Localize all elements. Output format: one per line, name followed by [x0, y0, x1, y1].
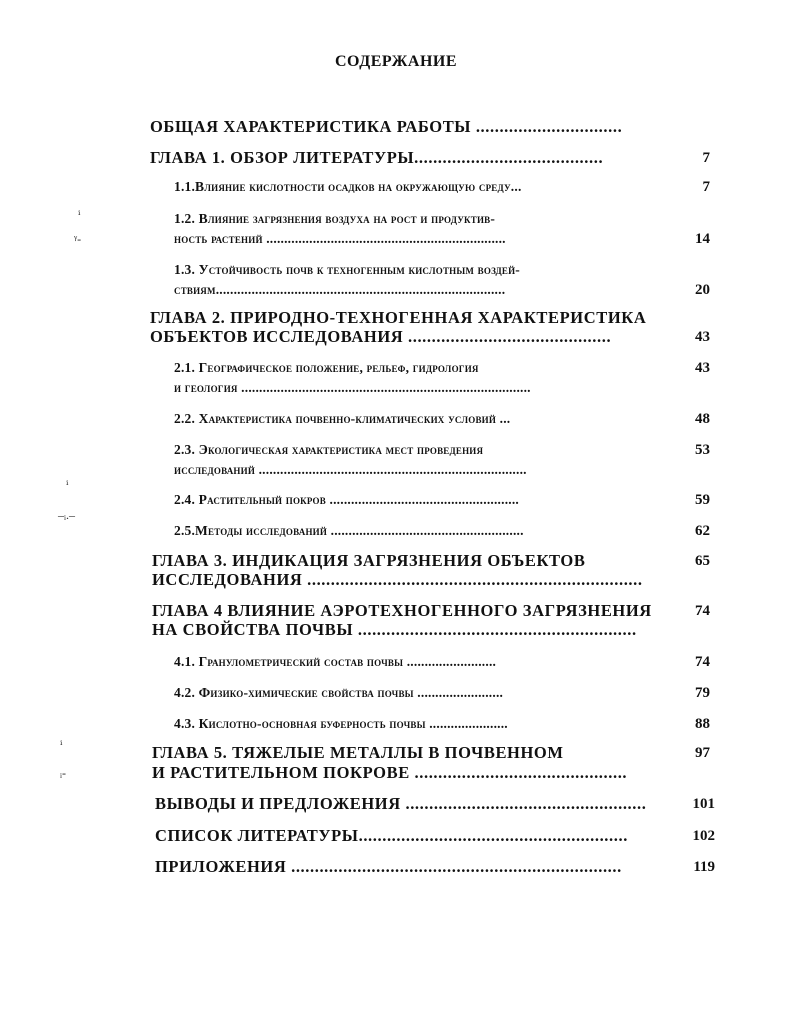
toc-entry-line: ГЛАВА 1. ОБЗОР ЛИТЕРАТУРЫ........................................ [150, 148, 604, 167]
toc-page-number: 65 [695, 553, 710, 569]
toc-page-number: 102 [692, 828, 715, 844]
toc-page-number: 48 [695, 411, 710, 427]
scan-mark: ⁱ [66, 478, 69, 492]
toc-entry-line: 1.3. Устойчивость почв к техногенным кислотным воздей- [174, 262, 520, 277]
toc-page-number: 97 [695, 745, 710, 761]
toc-entry-line: и геология ................................................................................. [174, 380, 531, 395]
scan-mark: ⁱ [78, 208, 81, 222]
toc-entry-line: ГЛАВА 5. ТЯЖЕЛЫЕ МЕТАЛЛЫ В ПОЧВЕННОМ [152, 743, 564, 762]
scan-mark: ⁱ [60, 738, 63, 752]
toc-entry-line: исследований ........................................................................... [174, 462, 527, 477]
toc-page-number: 74 [695, 603, 710, 619]
toc-page-number: 14 [695, 231, 710, 247]
toc-entry-line: 4.1. Гранулометрический состав почвы ......................... [174, 654, 497, 669]
toc-entry-line: 1.2. Влияние загрязнения воздуха на рост и продуктив- [174, 211, 496, 226]
toc-page-number: 74 [695, 654, 710, 670]
toc-entry-line: 2.3. Экологическая характеристика мест проведения [174, 442, 484, 457]
toc-entry-line: ГЛАВА 4 ВЛИЯНИЕ АЭРОТЕХНОГЕННОГО ЗАГРЯЗНЕНИЯ [152, 601, 652, 620]
toc-entry-line: 2.5.Методы исследований ...................................................... [174, 523, 524, 538]
toc-entry-line: ВЫВОДЫ И ПРЕДЛОЖЕНИЯ ................................................... [155, 794, 647, 813]
toc-entry-line: 4.2. Физико-химические свойства почвы ........................ [174, 685, 504, 700]
toc-entry-line: 1.1.Влияние кислотности осадков на окружающую среду... [174, 179, 522, 194]
toc-page-number: 101 [692, 796, 715, 812]
toc-page-number: 62 [695, 523, 710, 539]
toc-entry-line: 2.1. Географическое положение, рельеф, гидрология [174, 360, 479, 375]
toc-entry-line: ГЛАВА 3. ИНДИКАЦИЯ ЗАГРЯЗНЕНИЯ ОБЪЕКТОВ [152, 551, 586, 570]
toc-entry-line: ОБЪЕКТОВ ИССЛЕДОВАНИЯ ........................................... [150, 327, 612, 346]
toc-entry-line: ИССЛЕДОВАНИЯ ....................................................................... [152, 570, 643, 589]
scan-mark: ᵞ- [74, 232, 82, 246]
toc-page-number: 7 [702, 179, 710, 195]
toc-entry-line: ПРИЛОЖЕНИЯ ...................................................................... [155, 857, 622, 876]
toc-page-number: 20 [695, 282, 710, 298]
toc-entry-line: 2.2. Характеристика почвенно-климатических условий ... [174, 411, 511, 426]
toc-entry-line: ность растений ................................................................... [174, 231, 506, 246]
toc-page-number: 53 [695, 442, 710, 458]
toc-page-number: 59 [695, 492, 710, 508]
scan-mark: ᵢ‐ [60, 766, 66, 780]
toc-entry-line: 4.3. Кислотно-основная буферность почвы ...................... [174, 716, 508, 731]
toc-page-number: 79 [695, 685, 710, 701]
toc-entry-line: СПИСОК ЛИТЕРАТУРЫ......................................................... [155, 826, 628, 845]
toc-page-number: 43 [695, 360, 710, 376]
page-title: СОДЕРЖАНИЕ [334, 53, 458, 70]
toc-entry-line: ствиям................................................................................. [174, 282, 506, 297]
toc-entry-line: И РАСТИТЕЛЬНОМ ПОКРОВЕ ............................................. [152, 763, 628, 782]
toc-entry-line: ГЛАВА 2. ПРИРОДНО-ТЕХНОГЕННАЯ ХАРАКТЕРИСТИКА [150, 308, 647, 327]
toc-entry-line: 2.4. Растительный покров ..................................................... [174, 492, 520, 507]
toc-page-number: 88 [695, 716, 710, 732]
toc-page-number: 43 [695, 329, 710, 345]
toc-entry-line: НА СВОЙСТВА ПОЧВЫ ........................................................... [152, 620, 637, 639]
toc-entry-line: ОБЩАЯ ХАРАКТЕРИСТИКА РАБОТЫ ............................... [150, 117, 623, 136]
toc-page-number: 119 [693, 859, 715, 875]
toc-page-number: 7 [702, 150, 710, 166]
scan-mark: –ᵢ.– [58, 508, 75, 522]
